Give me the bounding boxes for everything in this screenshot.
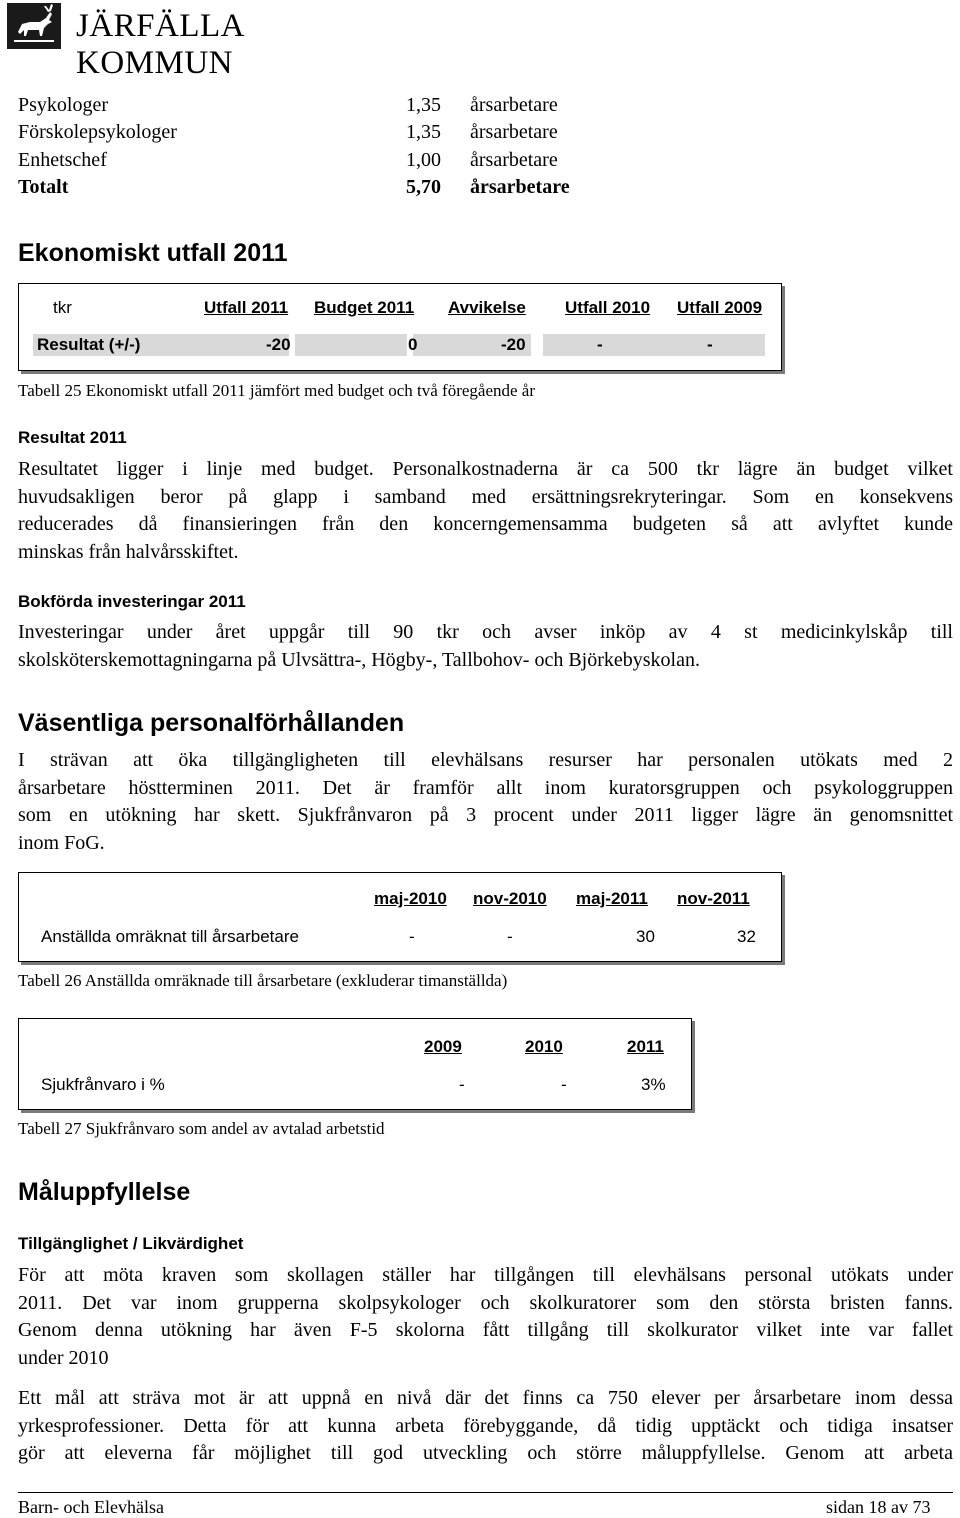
staff-total-row — [18, 176, 618, 202]
table-caption: Tabell 27 Sjukfrånvaro som andel av avtalad arbetstid — [18, 1119, 385, 1138]
footer-page-number: sidan 18 av 73 — [826, 1497, 931, 1517]
table-caption: Tabell 26 Anställda omräknade till årsarbetare (exkluderar timanställda) — [18, 971, 508, 990]
table-header-cell: Utfall 2009 — [677, 298, 763, 317]
table-row-label: Sjukfrånvaro i % — [41, 1075, 165, 1094]
staff-unit: årsarbetare — [470, 149, 558, 171]
paragraph-line: årsarbetare höstterminen 2011. Det är framför allt inom kuratorsgruppen och psykologgruppen — [18, 776, 953, 799]
section-heading-result: Resultat 2011 — [18, 428, 127, 447]
investments-paragraph — [18, 619, 953, 674]
paragraph-line: 2011. Det var inom grupperna skolpsykologer och skolkuratorer som den största bristen fanns. — [18, 1291, 953, 1314]
paragraph-line: skolsköterskemottagningarna på Ulvsättra-, Högby-, Tallbohov- och Björkebyskolan. — [18, 648, 700, 671]
table-header-cell: maj-2011 — [576, 889, 648, 908]
table-header-cell: Utfall 2011 — [204, 298, 289, 317]
staff-value: 5,70 — [406, 176, 441, 198]
section-heading-goals: Måluppfyllelse — [18, 1178, 191, 1206]
paragraph-line: I strävan att öka tillgängligheten till elevhälsans resurser har personalen utökats med 2 — [18, 749, 953, 771]
table-header-cell: nov-2010 — [473, 889, 547, 908]
table-header-cell: Avvikelse — [448, 298, 526, 317]
table-row-label: Resultat (+/-) — [37, 335, 141, 354]
table-cell: 3% — [641, 1075, 666, 1094]
page-header — [6, 2, 366, 81]
table-cell: - — [707, 335, 713, 354]
table-cell: 32 — [737, 927, 756, 946]
table-caption: Tabell 25 Ekonomiskt utfall 2011 jämfört med budget och två föregående år — [18, 381, 535, 400]
staff-label: Totalt — [18, 176, 69, 198]
row-shade — [295, 334, 407, 356]
table-header-cell: nov-2011 — [677, 889, 750, 908]
table-header-cell: 2011 — [627, 1037, 664, 1056]
paragraph-line: som en utökning har skett. Sjukfrånvaron på 3 procent under 2011 ligger lägre än genomsnittet — [18, 804, 953, 826]
table-cell: 0 — [408, 335, 418, 354]
deer-coat-of-arms-icon — [6, 2, 62, 50]
subheading-accessibility: Tillgänglighet / Likvärdighet — [18, 1234, 244, 1253]
table-header-cell: 2010 — [525, 1037, 563, 1056]
paragraph-line: huvudsakligen beror på glapp i samband med ersättningsrekryteringar. Som en konsekvens — [18, 485, 953, 508]
staff-value: 1,35 — [406, 121, 441, 143]
footer-department: Barn- och Elevhälsa — [18, 1497, 164, 1517]
table-header-cell: Budget 2011 — [314, 298, 415, 317]
table-cell: -20 — [501, 335, 526, 354]
table-cell: - — [409, 927, 415, 946]
staff-label: Psykologer — [18, 94, 108, 116]
table-row-label: Anställda omräknat till årsarbetare — [41, 927, 299, 946]
section-heading-personnel: Väsentliga personalförhållanden — [18, 709, 405, 737]
goals-paragraph-1 — [18, 1262, 953, 1372]
staff-label: Förskolepsykologer — [18, 121, 177, 143]
table-cell: -20 — [266, 335, 291, 354]
section-heading-economic-outcome: Ekonomiskt utfall 2011 — [18, 239, 288, 267]
result-paragraph — [18, 456, 953, 566]
table-header-cell: tkr — [53, 298, 72, 317]
staff-row — [18, 149, 618, 175]
row-shade — [543, 334, 765, 356]
paragraph-line: gör att eleverna får möjlighet till god utveckling och större måluppfyllelse. Genom att arbeta — [18, 1442, 953, 1464]
table-cell: - — [561, 1075, 567, 1094]
personnel-paragraph — [18, 747, 953, 857]
staff-value: 1,35 — [406, 94, 441, 116]
paragraph-line: Investeringar under året uppgår till 90 tkr och avser inköp av 4 st medicinkylskåp till — [18, 621, 953, 643]
paragraph-line: under 2010 — [18, 1346, 109, 1369]
table-cell: 30 — [636, 927, 655, 946]
staff-unit: årsarbetare — [470, 94, 558, 116]
staff-value: 1,00 — [406, 149, 441, 171]
employees-table — [18, 872, 782, 962]
section-heading-investments: Bokförda investeringar 2011 — [18, 592, 246, 611]
paragraph-line: Genom denna utökning har även F-5 skolorna fått tillgång till skolkurator vilket inte var fallet — [18, 1319, 953, 1341]
table-cell: - — [507, 927, 513, 946]
table-cell: - — [597, 335, 603, 354]
paragraph-line: reducerades då finansieringen från den koncerngemensamma budgeten så att avlyftet kunde — [18, 513, 953, 535]
staff-label: Enhetschef — [18, 149, 107, 171]
staff-unit: årsarbetare — [470, 176, 570, 198]
goals-paragraph-2 — [18, 1385, 953, 1468]
table-cell: - — [459, 1075, 465, 1094]
paragraph-line: minskas från halvårsskiftet. — [18, 540, 239, 563]
paragraph-line: Resultatet ligger i linje med budget. Personalkostnaderna är ca 500 tkr lägre än budget vilket — [18, 458, 953, 480]
sick-leave-table — [18, 1018, 692, 1110]
paragraph-line: yrkesprofessioner. Detta för att kunna arbeta förebyggande, då tidig upptäckt och tidiga insatser — [18, 1414, 953, 1437]
table-header-cell: Utfall 2010 — [565, 298, 651, 317]
table-header-cell: maj-2010 — [374, 889, 447, 908]
paragraph-line: För att möta kraven som skollagen ställer har tillgången till elevhälsans personal utökats under — [18, 1264, 953, 1286]
economic-outcome-table — [18, 283, 782, 371]
paragraph-line: Ett mål att sträva mot är att uppnå en nivå där det finns ca 750 elever per årsarbetare inom dessa — [18, 1387, 953, 1409]
footer-divider — [18, 1492, 953, 1493]
organization-name: JÄRFÄLLA KOMMUN — [76, 8, 244, 81]
paragraph-line: inom FoG. — [18, 831, 105, 854]
table-header-cell: 2009 — [424, 1037, 462, 1056]
staff-row — [18, 94, 618, 120]
staff-unit: årsarbetare — [470, 121, 558, 143]
staff-row — [18, 121, 618, 147]
